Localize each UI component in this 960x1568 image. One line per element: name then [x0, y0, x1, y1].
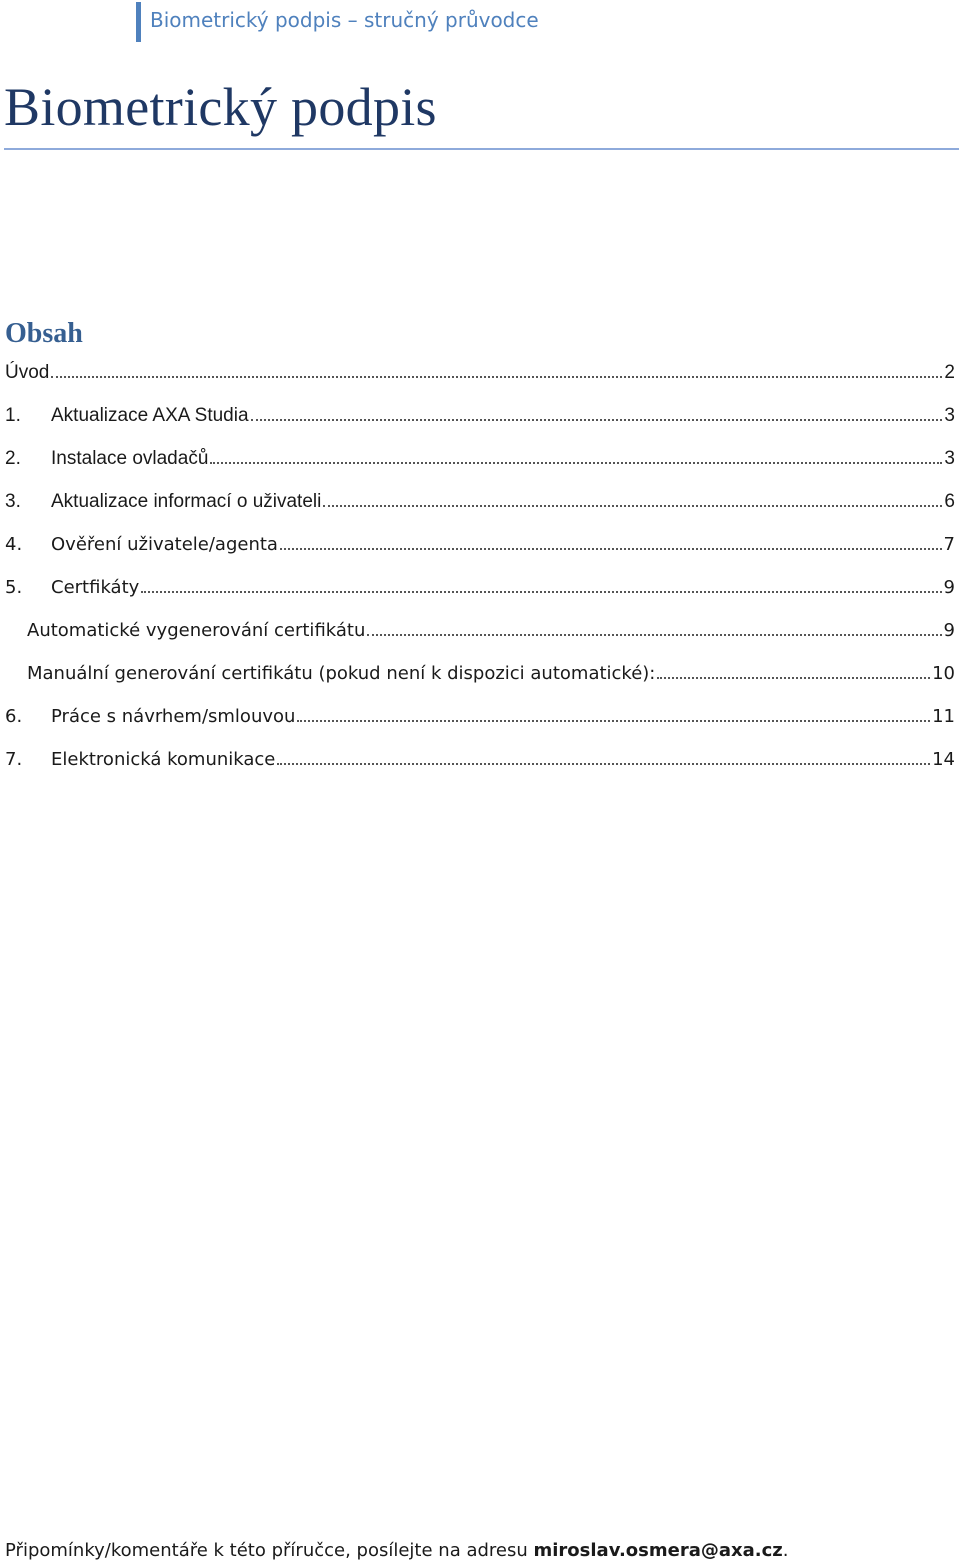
toc-entry-page: 2 [944, 361, 955, 383]
toc-entry-3[interactable] [5, 480, 955, 523]
toc-entry-label: Manuální generování certifikátu (pokud není k dispozici automatické): [27, 663, 656, 684]
toc-entry-label: Automatické vygenerování certifikátu [27, 620, 366, 641]
toc-entry-label: Práce s návrhem/smlouvou [51, 706, 296, 727]
toc-entry-2[interactable] [5, 437, 955, 480]
toc-entry-label: Úvod [5, 361, 50, 383]
toc-entry-page: 3 [944, 447, 955, 469]
title-divider [4, 148, 959, 150]
toc-entry-number: 1. [5, 404, 21, 426]
toc-entry-page: 9 [943, 620, 955, 641]
toc-entry-page: 6 [944, 490, 955, 512]
document-title: Biometrický podpis [4, 77, 437, 137]
toc-entry-label: Instalace ovladačů [51, 447, 209, 469]
toc-dot-leader [657, 677, 930, 679]
toc-entry-5[interactable] [5, 566, 955, 609]
toc-entry-6[interactable] [5, 695, 955, 738]
toc-dot-leader [323, 505, 942, 507]
toc-entry-7[interactable] [5, 738, 955, 781]
table-of-contents [5, 351, 955, 781]
toc-entry-number: 4. [5, 534, 23, 555]
footer-period: . [782, 1540, 789, 1561]
toc-dot-leader [51, 376, 942, 378]
toc-entry-label: Aktualizace AXA Studia [51, 404, 249, 426]
toc-entry-page: 14 [932, 749, 955, 770]
footer-text: Připomínky/komentáře k této příručce, posílejte na adresu [5, 1540, 534, 1561]
toc-entry-1[interactable] [5, 394, 955, 437]
toc-entry-page: 9 [943, 577, 955, 598]
toc-entry-number: 2. [5, 447, 21, 469]
toc-dot-leader [280, 548, 942, 550]
toc-entry-number: 3. [5, 490, 21, 512]
toc-entry-page: 7 [943, 534, 955, 555]
toc-entry-number: 5. [5, 577, 23, 598]
toc-entry-5-2[interactable] [5, 652, 955, 695]
toc-heading: Obsah [5, 318, 83, 349]
header-accent-bar [136, 2, 141, 42]
toc-entry-number: 6. [5, 706, 23, 727]
toc-dot-leader [297, 720, 930, 722]
toc-entry-5-1[interactable] [5, 609, 955, 652]
page-footer [5, 1540, 789, 1561]
toc-dot-leader [141, 591, 941, 593]
toc-dot-leader [210, 462, 942, 464]
footer-email-link[interactable]: miroslav.osmera@axa.cz [533, 1540, 783, 1561]
toc-entry-label: Aktualizace informací o uživateli [51, 490, 322, 512]
toc-entry-page: 10 [932, 663, 955, 684]
toc-entry-page: 3 [944, 404, 955, 426]
toc-dot-leader [251, 419, 943, 421]
running-header: Biometrický podpis – stručný průvodce [150, 8, 539, 32]
toc-entry-page: 11 [932, 706, 955, 727]
toc-entry-label: Ověření uživatele/agenta [51, 534, 278, 555]
toc-entry-label: Certfikáty [51, 577, 140, 598]
toc-entry-uvod[interactable] [5, 351, 955, 394]
toc-entry-number: 7. [5, 749, 23, 770]
toc-dot-leader [277, 763, 930, 765]
toc-entry-4[interactable] [5, 523, 955, 566]
toc-entry-label: Elektronická komunikace [51, 749, 276, 770]
toc-dot-leader [367, 634, 941, 636]
